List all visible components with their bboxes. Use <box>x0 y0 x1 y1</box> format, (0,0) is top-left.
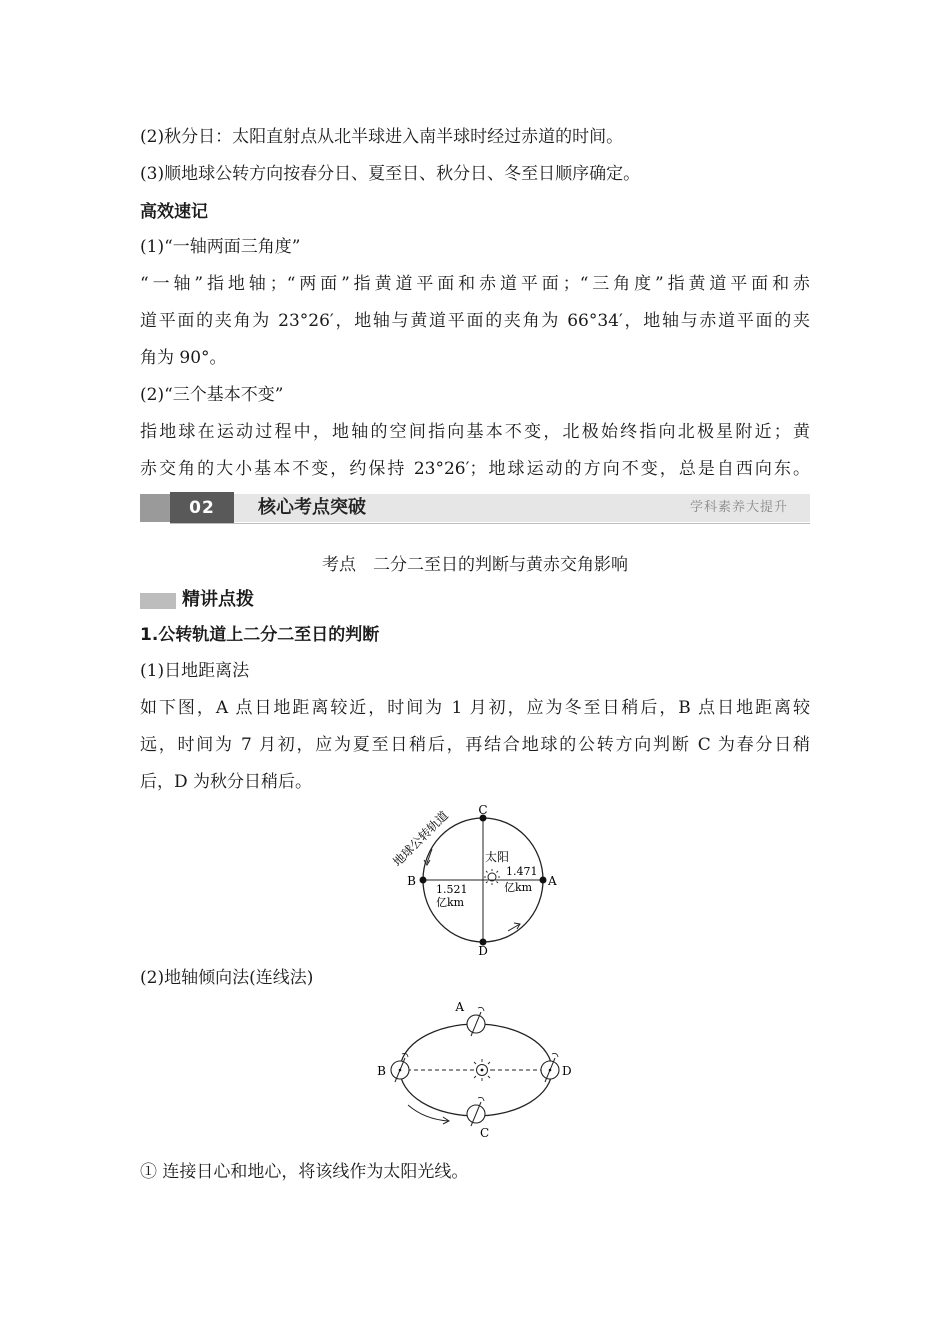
point-label: A <box>548 874 557 888</box>
point-label: D <box>562 1064 572 1078</box>
banner-title: 核心考点突破 <box>258 497 366 518</box>
text-line: 角为 90°。 <box>140 348 227 368</box>
text-line: “一轴”指地轴；“两面”指黄道平面和赤道平面；“三角度”指黄道平面和赤 <box>140 274 810 294</box>
text-line: (1)“一轴两面三角度” <box>140 237 301 257</box>
banner-subtitle: 学科素养大提升 <box>689 500 788 515</box>
distance-unit: 亿km <box>504 881 533 894</box>
distance-label: 1.471 <box>506 865 538 878</box>
topic-title: 考点 二分二至日的判断与黄赤交角影响 <box>322 555 628 575</box>
text-line: (2)秋分日：太阳直射点从北半球进入南半球时经过赤道的时间。 <box>140 127 624 147</box>
sun-label: 太阳 <box>485 850 510 864</box>
orbit-distance-diagram <box>380 805 580 955</box>
text-line: (1)日地距离法 <box>140 661 250 681</box>
text-line: 赤交角的大小基本不变，约保持 23°26′；地球运动的方向不变，总是自西向东。 <box>140 459 810 479</box>
text-line: 后，D 为秋分日稍后。 <box>140 772 313 792</box>
point-label: C <box>478 805 488 817</box>
text-line: (3)顺地球公转方向按春分日、夏至日、秋分日、冬至日顺序确定。 <box>140 164 641 184</box>
subheading-label: 精讲点拨 <box>182 589 254 610</box>
distance-label: 1.521 <box>436 883 468 896</box>
earth-icon <box>467 1097 485 1126</box>
point-label: A <box>455 1000 464 1014</box>
point-label: C <box>480 1126 490 1140</box>
earth-icon <box>467 1007 485 1036</box>
text-line: 道平面的夹角为 23°26′，地轴与黄道平面的夹角为 66°34′，地轴与赤道平面的夹 <box>140 311 810 331</box>
point-label: B <box>407 874 416 888</box>
distance-unit: 亿km <box>436 896 465 909</box>
sun-icon <box>471 1059 493 1081</box>
section-heading: 高效速记 <box>140 202 208 222</box>
text-line: ① 连接日心和地心，将该线作为太阳光线。 <box>140 1162 469 1182</box>
point-label: D <box>478 944 488 955</box>
text-line: 指地球在运动过程中，地轴的空间指向基本不变，北极始终指向北极星附近；黄 <box>140 422 810 442</box>
section-banner <box>140 492 810 524</box>
sun-icon <box>484 869 500 885</box>
banner-number: 02 <box>170 492 234 524</box>
orbit-label: 地球公转轨道 <box>390 808 452 870</box>
axis-tilt-diagram <box>372 995 578 1145</box>
text-line: 如下图，A 点日地距离较近，时间为 1 月初，应为冬至日稍后，B 点日地距离较 <box>140 698 810 718</box>
section-heading: 1.公转轨道上二分二至日的判断 <box>140 625 380 645</box>
earth-icon <box>391 1053 409 1082</box>
point-label: B <box>377 1064 386 1078</box>
text-line: 远，时间为 7 月初，应为夏至日稍后，再结合地球的公转方向判断 C 为春分日稍 <box>140 735 810 755</box>
text-line: (2)地轴倾向法(连线法) <box>140 968 314 988</box>
text-line: (2)“三个基本不变” <box>140 385 284 405</box>
